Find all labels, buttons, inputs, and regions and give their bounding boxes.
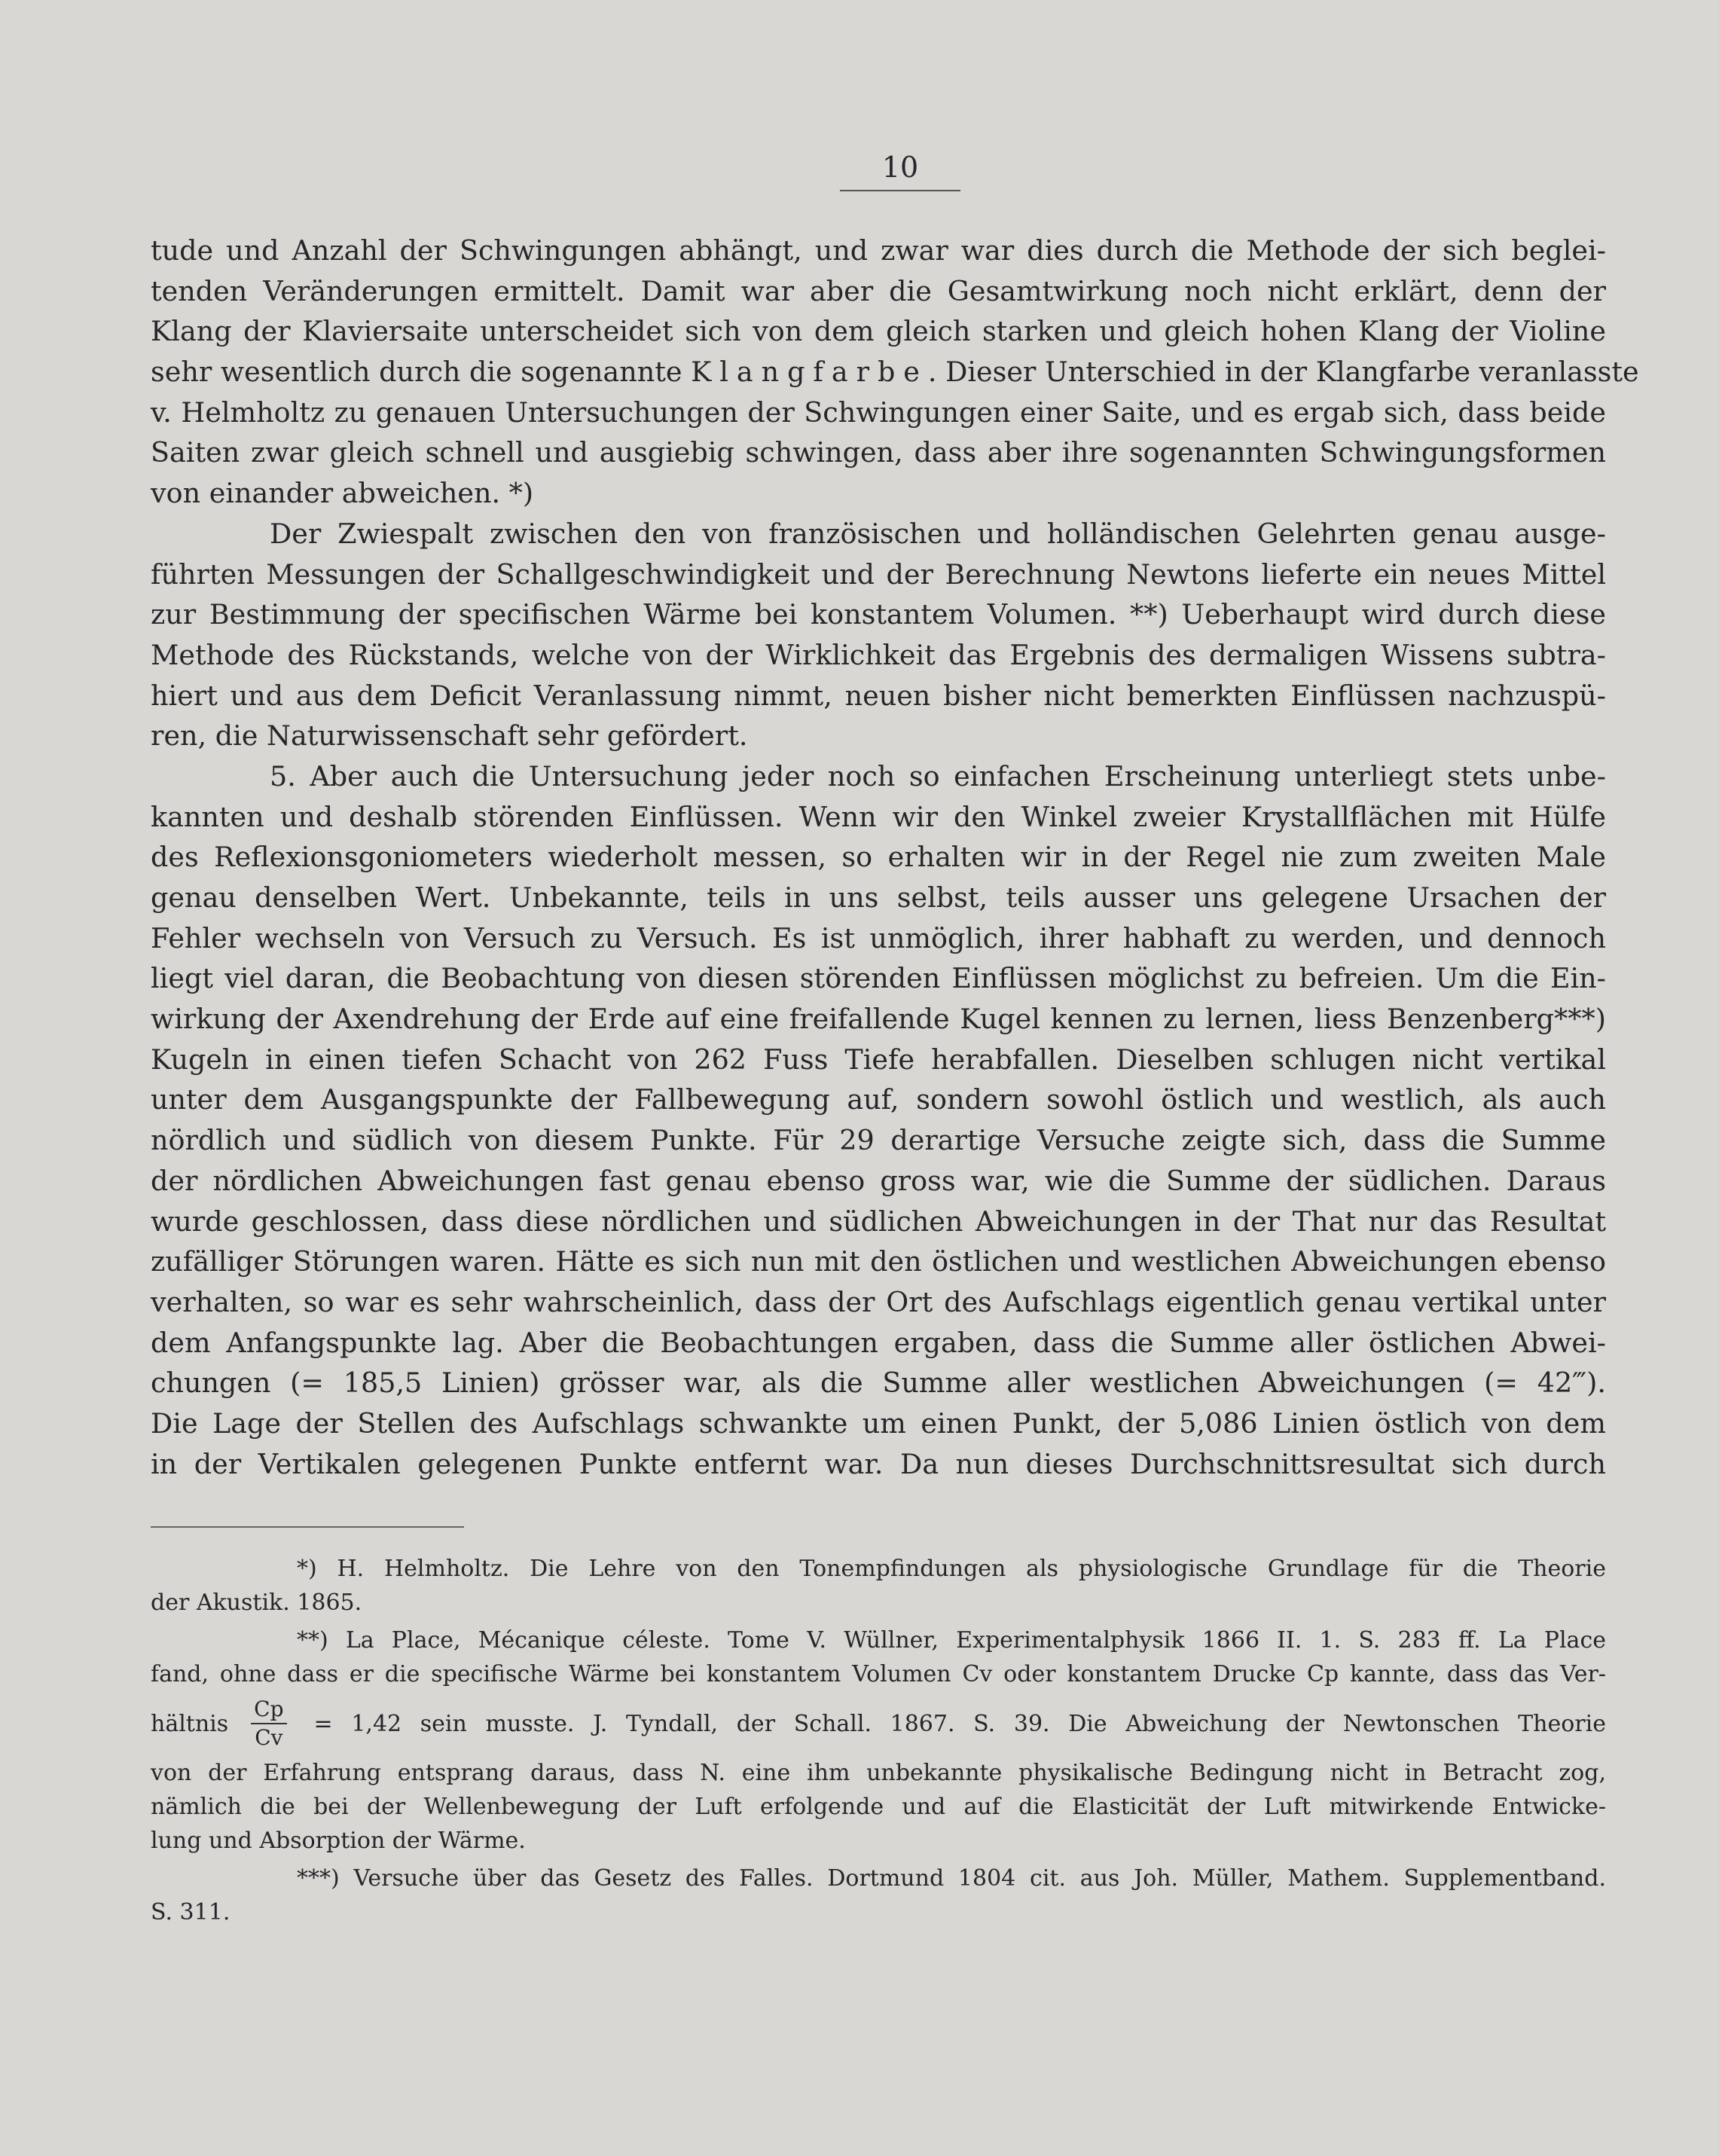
page-number: 10 xyxy=(881,151,919,184)
text-line-klangfarbe xyxy=(151,352,1639,392)
text-line: Saiten zwar gleich schnell und ausgiebig schwingen, dass aber ihre sogenannten Schwingungsformen xyxy=(151,436,1606,469)
text-line: dem Anfangspunkte lag. Aber die Beobachtungen ergaben, dass die Summe aller östlichen Abwei- xyxy=(151,1326,1606,1359)
text-line: der nördlichen Abweichungen fast genau ebenso gross war, wie die Summe der südlichen. Daraus xyxy=(151,1164,1606,1197)
text-line: in der Vertikalen gelegenen Punkte entfernt war. Da nun dieses Durchschnittsresultat sich durch xyxy=(151,1447,1606,1480)
footnote-2-line: lung und Absorption der Wärme. xyxy=(151,1828,526,1854)
text-line: führten Messungen der Schallgeschwindigkeit und der Berechnung Newtons lieferte ein neues Mittel xyxy=(151,557,1606,591)
text-line: Klang der Klaviersaite unterscheidet sich von dem gleich starken und gleich hohen Klang der Violine xyxy=(151,315,1606,348)
footnote-1-line: *) H. Helmholtz. Die Lehre von den Tonempfindungen als physiologische Grundlage für die Theorie xyxy=(297,1556,1606,1582)
text-line: von einander abweichen. *) xyxy=(151,477,534,510)
text-line: zufälliger Störungen waren. Hätte es sich nun mit den östlichen und westlichen Abweichungen ebenso xyxy=(151,1245,1606,1278)
text-line: tenden Veränderungen ermittelt. Damit war aber die Gesamtwirkung noch nicht erklärt, denn der xyxy=(151,274,1606,307)
body-text xyxy=(151,231,1639,1484)
page-number-rule xyxy=(840,190,960,191)
paragraph-start-line: 5. Aber auch die Untersuchung jeder noch so einfachen Erscheinung unterliegt stets unbe- xyxy=(270,759,1606,792)
text-line: unter dem Ausgangspunkte der Fallbewegung auf, sondern sowohl östlich und westlich, als auch xyxy=(151,1083,1606,1116)
text-line: Methode des Rückstands, welche von der Wirklichkeit das Ergebnis des dermaligen Wissens subtra- xyxy=(151,638,1606,671)
text-line: wurde geschlossen, dass diese nördlichen und südlichen Abweichungen in der That nur das Resultat xyxy=(151,1205,1606,1238)
text-line: v. Helmholtz zu genauen Untersuchungen der Schwingungen einer Saite, und es ergab sich, dass beide xyxy=(151,395,1606,429)
footnote-2-line: nämlich die bei der Wellenbewegung der Luft erfolgende und auf die Elasticität der Luft mitwirkende Entwicke- xyxy=(151,1794,1606,1820)
text-line: Die Lage der Stellen des Aufschlags schwankte um einen Punkt, der 5,086 Linien östlich von dem xyxy=(151,1406,1606,1440)
text-line: Kugeln in einen tiefen Schacht von 262 Fuss Tiefe herabfallen. Dieselben schlugen nicht vertikal xyxy=(151,1043,1606,1076)
footnote-2-line: **) La Place, Mécanique céleste. Tome V. Wüllner, Experimentalphysik 1866 II. 1. S. 283 ff. La Place xyxy=(297,1627,1606,1654)
text-line: ren, die Naturwissenschaft sehr gefördert. xyxy=(151,719,748,753)
text-line: nördlich und südlich von diesem Punkte. Für 29 derartige Versuche zeigte sich, dass die Summe xyxy=(151,1124,1606,1157)
paragraph-start-line: Der Zwiespalt zwischen den von französischen und holländischen Gelehrten genau ausge- xyxy=(270,517,1606,550)
text-line: wirkung der Axendrehung der Erde auf eine freifallende Kugel kennen zu lernen, liess Benzenberg***) xyxy=(151,1003,1606,1036)
footnote-2-line: von der Erfahrung entsprang daraus, dass N. eine ihm unbekannte physikalische Bedingung nicht in Betracht zog, xyxy=(151,1760,1606,1786)
footnote-text: = 1,42 sein musste. J. Tyndall, der Schall. 1867. S. 39. Die Abweichung der Newtonschen Theorie xyxy=(313,1710,1606,1737)
text-line: Fehler wechseln von Versuch zu Versuch. Es ist unmöglich, ihrer habhaft zu werden, und dennoch xyxy=(151,921,1606,954)
spaced-emphasis-word: Klangfarbe xyxy=(691,356,928,389)
footnote-text: hältnis xyxy=(151,1710,229,1737)
fraction-numerator: Cp xyxy=(251,1697,286,1724)
text-segment: sehr wesentlich durch die sogenannte xyxy=(151,356,682,389)
text-line: des Reflexionsgoniometers wiederholt messen, so erhalten wir in der Regel nie zum zweiten Male xyxy=(151,841,1606,874)
cp-cv-fraction xyxy=(251,1697,286,1750)
footnote-2-line: fand, ohne dass er die specifische Wärme bei konstantem Volumen Cv oder konstantem Drucke Cp kannte, dass das Ver- xyxy=(151,1661,1606,1687)
footnote-separator xyxy=(151,1526,464,1528)
text-line: liegt viel daran, die Beobachtung von diesen störenden Einflüssen möglichst zu befreien. Um die Ein- xyxy=(151,962,1606,995)
footnotes xyxy=(151,1552,1606,1929)
text-line: kannten und deshalb störenden Einflüssen. Wenn wir den Winkel zweier Krystallflächen mit Hülfe xyxy=(151,800,1606,833)
footnote-1-line: der Akustik. 1865. xyxy=(151,1590,362,1616)
text-segment: . Dieser Unterschied in der Klangfarbe veranlasste xyxy=(927,356,1639,389)
text-line: hiert und aus dem Deficit Veranlassung nimmt, neuen bisher nicht bemerkten Einflüssen nachzuspü- xyxy=(151,679,1606,712)
footnote-3-line: S. 311. xyxy=(151,1899,231,1925)
fraction-denominator: Cv xyxy=(255,1725,283,1750)
text-line: chungen (= 185,5 Linien) grösser war, als die Summe aller westlichen Abweichungen (= 42‴). xyxy=(151,1367,1606,1400)
text-line: verhalten, so war es sehr wahrscheinlich, dass der Ort des Aufschlags eigentlich genau vertikal unter xyxy=(151,1285,1606,1318)
text-line: genau denselben Wert. Unbekannte, teils in uns selbst, teils ausser uns gelegene Ursachen der xyxy=(151,881,1606,914)
footnote-2-fraction-line xyxy=(151,1691,1606,1756)
text-line: zur Bestimmung der specifischen Wärme bei konstantem Volumen. **) Ueberhaupt wird durch diese xyxy=(151,598,1606,631)
footnote-3-line: ***) Versuche über das Gesetz des Falles. Dortmund 1804 cit. aus Joh. Müller, Mathem. Supplementband. xyxy=(297,1865,1606,1892)
text-line: tude und Anzahl der Schwingungen abhängt, und zwar war dies durch die Methode der sich beglei- xyxy=(151,234,1606,267)
